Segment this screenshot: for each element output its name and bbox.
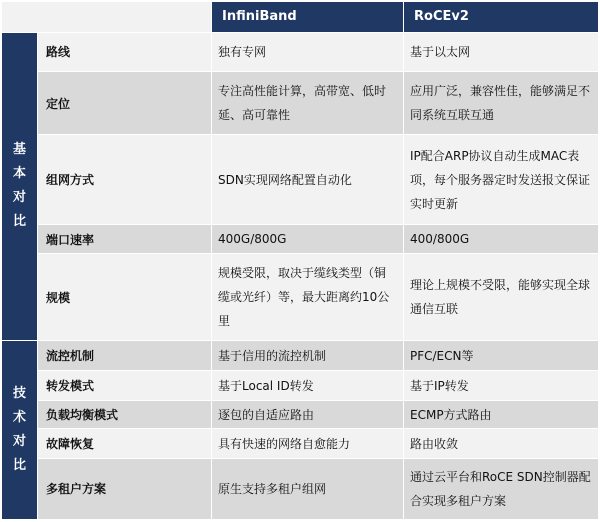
rocev2-cell: 通过云平台和RoCE SDN控制器配合实现多租户方案 xyxy=(404,458,599,519)
rocev2-cell: 路由收敛 xyxy=(404,429,599,459)
row-label: 定位 xyxy=(38,72,212,135)
header-rocev2: RoCEv2 xyxy=(404,2,599,33)
header-blank-cell xyxy=(2,2,212,33)
row-label: 流控机制 xyxy=(38,340,212,371)
rocev2-cell: PFC/ECN等 xyxy=(404,340,599,371)
infiniband-cell: 具有快速的网络自愈能力 xyxy=(212,429,404,459)
infiniband-cell: 400G/800G xyxy=(212,224,404,254)
infiniband-cell: 基于Local ID转发 xyxy=(212,371,404,401)
infiniband-cell: 原生支持多租户组网 xyxy=(212,458,404,519)
rocev2-cell: 基于以太网 xyxy=(404,32,599,72)
table-row xyxy=(2,254,599,341)
infiniband-cell: 专注高性能计算，高带宽、低时延、高可靠性 xyxy=(212,72,404,135)
infiniband-cell: SDN实现网络配置自动化 xyxy=(212,135,404,225)
comparison-table xyxy=(1,1,599,520)
group-label-basic: 基本对比 xyxy=(2,32,38,340)
infiniband-cell: 规模受限，取决于缆线类型（铜缆或光纤）等，最大距离约10公里 xyxy=(212,254,404,341)
row-label: 组网方式 xyxy=(38,135,212,225)
row-label: 端口速率 xyxy=(38,224,212,254)
table-row xyxy=(2,371,599,401)
rocev2-cell: 400/800G xyxy=(404,224,599,254)
rocev2-cell: 理论上规模不受限，能够实现全球通信互联 xyxy=(404,254,599,341)
rocev2-cell: ECMP方式路由 xyxy=(404,400,599,428)
header-infiniband: InfiniBand xyxy=(212,2,404,33)
infiniband-cell: 独有专网 xyxy=(212,32,404,72)
table-row xyxy=(2,400,599,428)
rocev2-cell: 基于IP转发 xyxy=(404,371,599,401)
table-row xyxy=(2,429,599,459)
table-row xyxy=(2,32,599,72)
infiniband-cell: 逐包的自适应路由 xyxy=(212,400,404,428)
row-label: 转发模式 xyxy=(38,371,212,401)
group-label-technical: 技术对比 xyxy=(2,340,38,519)
table-row xyxy=(2,224,599,254)
row-label: 路线 xyxy=(38,32,212,72)
table-row xyxy=(2,458,599,519)
table-row xyxy=(2,340,599,371)
table-row xyxy=(2,72,599,135)
row-label: 负载均衡模式 xyxy=(38,400,212,428)
row-label: 多租户方案 xyxy=(38,458,212,519)
infiniband-cell: 基于信用的流控机制 xyxy=(212,340,404,371)
rocev2-cell: IP配合ARP协议自动生成MAC表项，每个服务器定时发送报文保证实时更新 xyxy=(404,135,599,225)
table-header-row xyxy=(2,2,599,33)
rocev2-cell: 应用广泛，兼容性佳，能够满足不同系统互联互通 xyxy=(404,72,599,135)
table-row xyxy=(2,135,599,225)
row-label: 规模 xyxy=(38,254,212,341)
row-label: 故障恢复 xyxy=(38,429,212,459)
